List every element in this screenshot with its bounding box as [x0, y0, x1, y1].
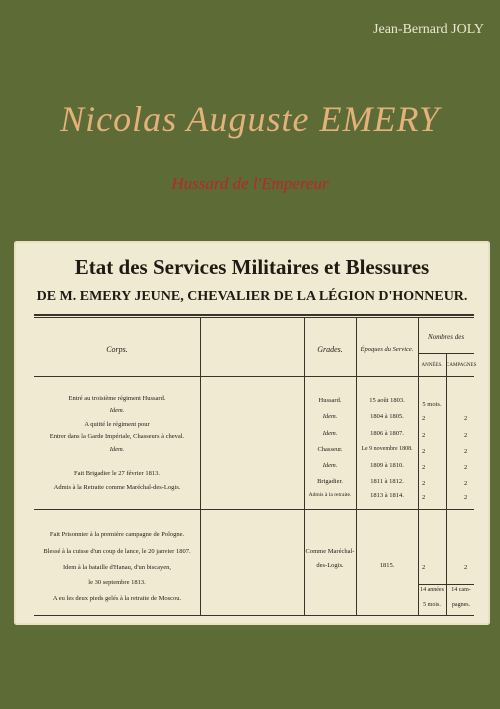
middle-rule — [34, 509, 474, 510]
book-title: Nicolas Auguste EMERY — [60, 99, 440, 139]
wound-line: A eu les deux pieds gelés à la retraite de Moscou. — [52, 595, 182, 602]
total-annees: 14 années — [420, 587, 444, 593]
grade-cell: Chasseur. — [317, 446, 343, 453]
campagnes-cell: 2 — [464, 494, 468, 501]
service-record-document — [14, 241, 490, 625]
epoque-cell: Le 9 novembre 1808. — [361, 446, 413, 452]
grade-cell: Brigadier. — [317, 478, 343, 485]
column-divider — [200, 317, 201, 615]
campagnes-cell: 2 — [464, 480, 468, 487]
corps-line: Admis à la Retraite comme Maréchal-des-Logis. — [53, 484, 181, 491]
corps-line: Idem. — [109, 407, 125, 414]
subheader-rule — [418, 353, 474, 354]
column-divider — [418, 317, 419, 615]
epoque-cell: 15 août 1803. — [369, 397, 405, 404]
totals-rule — [418, 584, 474, 585]
author-name: Jean-Bernard JOLY — [373, 22, 484, 37]
corps-line: Fait Brigadier le 27 février 1813. — [74, 470, 160, 477]
corps-line: Entrer dans la Garde Impériale, Chasseurs à cheval. — [49, 433, 185, 440]
epoque-cell: 1806 à 1807. — [370, 430, 404, 437]
wound-line: le 30 septembre 1813. — [88, 579, 146, 586]
epoque-cell: 1815. — [379, 562, 395, 569]
header-rule — [34, 376, 474, 377]
grade-cell: Hussard. — [318, 397, 342, 404]
wound-line: Idem à la bataille d'Hanau, d'un biscayen, — [62, 564, 172, 571]
table-top-rule — [34, 314, 474, 316]
document-subheading: DE M. EMERY JEUNE, CHEVALIER DE LA LÉGION D'HONNEUR. — [36, 289, 468, 304]
campagnes-cell: 2 — [464, 415, 468, 422]
annees-cell: 2 — [422, 415, 426, 422]
annees-cell: 2 — [422, 464, 426, 471]
wound-line: Fait Prisonnier à la première campagne de Pologne. — [49, 531, 185, 538]
corps-line: Idem. — [109, 446, 125, 453]
grade-cell: des-Logis. — [316, 562, 344, 569]
epoque-cell: 1809 à 1810. — [370, 462, 404, 469]
annees-cell: 2 — [422, 480, 426, 487]
grade-cell: Admis à la retraite. — [308, 492, 352, 498]
annees-cell: 2 — [422, 564, 426, 571]
total-campagnes: pagnes. — [451, 602, 471, 608]
epoque-cell: 1813 à 1814. — [370, 492, 404, 499]
campagnes-cell: 2 — [464, 432, 468, 439]
document-heading: Etat des Services Militaires et Blessures — [74, 255, 430, 279]
book-subtitle: Hussard de l'Empereur — [171, 174, 329, 193]
campagnes-cell: 2 — [464, 464, 468, 471]
corps-line: A quitté le régiment pour — [84, 421, 150, 428]
grade-cell: Comme Maréchal- — [305, 548, 355, 555]
table-bottom-rule — [34, 615, 474, 616]
annees-cell: 2 — [422, 432, 426, 439]
header-grades: Grades. — [317, 345, 343, 354]
epoque-cell: 1811 à 1812. — [370, 478, 404, 485]
total-campagnes: 14 cam- — [451, 587, 471, 593]
annees-cell: 2 — [422, 494, 426, 501]
wound-line: Blessé à la cuisse d'un coup de lance, le 20 janvier 1807. — [43, 548, 191, 555]
header-nombres: Nombres des — [427, 333, 465, 341]
table-top-rule-thin — [34, 317, 474, 318]
annees-cell: 5 mois. — [422, 401, 442, 408]
header-corps: Corps. — [106, 345, 128, 354]
annees-cell: 2 — [422, 448, 426, 455]
corps-line: Entré au troisième régiment Hussard. — [68, 395, 166, 402]
header-annees: ANNÉES. — [421, 363, 443, 368]
grade-cell: Idem. — [322, 462, 338, 469]
grade-cell: Idem. — [322, 430, 338, 437]
header-campagnes: CAMPAGNES — [446, 363, 477, 368]
epoque-cell: 1804 à 1805. — [370, 413, 404, 420]
header-epoques: Époques du Service. — [360, 346, 414, 353]
column-divider — [446, 353, 447, 615]
total-annees: 5 mois. — [423, 602, 441, 608]
grade-cell: Idem. — [322, 413, 338, 420]
campagnes-cell: 2 — [464, 448, 468, 455]
campagnes-cell: 2 — [464, 564, 468, 571]
